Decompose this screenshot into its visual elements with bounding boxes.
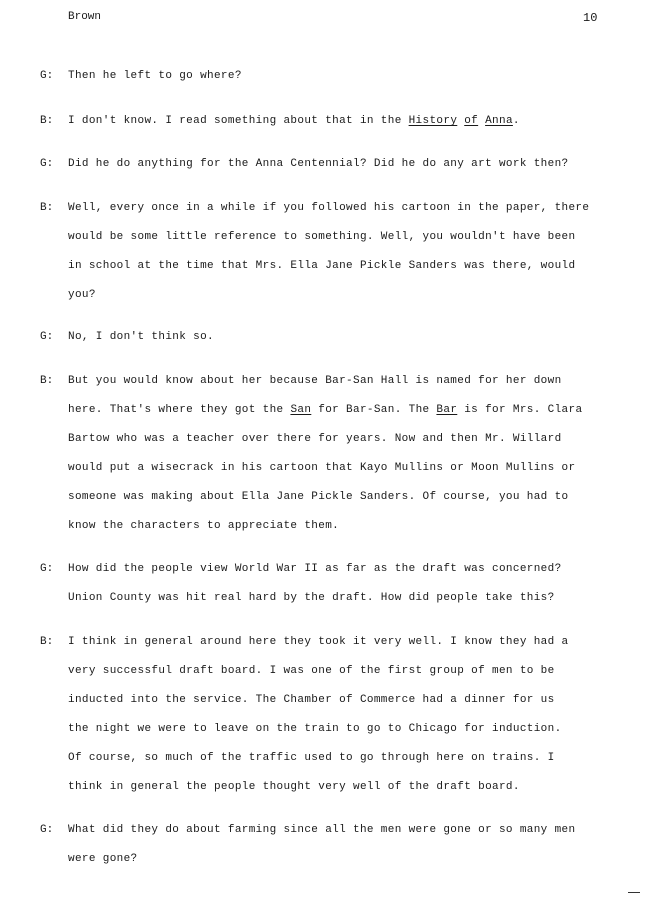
speaker-label: G: [40,158,54,170]
transcript-line: would be some little reference to something. Well, you wouldn't have been [68,231,576,243]
speaker-label: B: [40,202,54,214]
transcript-line: think in general the people thought very well of the draft board. [68,781,520,793]
transcript-line: in school at the time that Mrs. Ella Jane Pickle Sanders was there, would [68,260,576,272]
header-interviewee-name: Brown [68,11,102,23]
speaker-label: G: [40,331,54,343]
speaker-label: B: [40,115,54,127]
underlined-text: of [464,115,479,127]
transcript-line: Then he left to go where? [68,70,242,82]
underlined-text: Anna [485,115,513,127]
transcript-line: Of course, so much of the traffic used to go through here on trains. I [68,752,555,764]
speaker-label: G: [40,563,54,575]
corner-mark [628,892,640,893]
transcript-line: were gone? [68,853,138,865]
transcript-line: But you would know about her because Bar-San Hall is named for her down [68,375,562,387]
transcript-line: you? [68,289,96,301]
page-number: 10 [583,11,598,25]
speaker-label: B: [40,636,54,648]
transcript-line: Did he do anything for the Anna Centennial? Did he do any art work then? [68,158,569,170]
transcript-line: know the characters to appreciate them. [68,520,340,532]
transcript-line: I think in general around here they took it very well. I know they had a [68,636,569,648]
transcript-line: I don't know. I read something about that in the History of Anna. [68,115,520,127]
transcript-line: How did the people view World War II as far as the draft was concerned? [68,563,562,575]
transcript-line: would put a wisecrack in his cartoon that Kayo Mullins or Moon Mullins or [68,462,576,474]
transcript-line: What did they do about farming since all the men were gone or so many men [68,824,576,836]
transcript-line: the night we were to leave on the train to go to Chicago for induction. [68,723,562,735]
transcript-line: No, I don't think so. [68,331,214,343]
speaker-label: G: [40,70,54,82]
transcript-line: Union County was hit real hard by the draft. How did people take this? [68,592,555,604]
underlined-text: Bar [436,404,458,416]
transcript-line: here. That's where they got the San for Bar-San. The Bar is for Mrs. Clara [68,404,583,416]
transcript-line: very successful draft board. I was one of the first group of men to be [68,665,555,677]
speaker-label: B: [40,375,54,387]
transcript-line: inducted into the service. The Chamber of Commerce had a dinner for us [68,694,555,706]
speaker-label: G: [40,824,54,836]
underlined-text: San [290,404,312,416]
transcript-line: someone was making about Ella Jane Pickle Sanders. Of course, you had to [68,491,569,503]
transcript-line: Well, every once in a while if you followed his cartoon in the paper, there [68,202,590,214]
underlined-text: History [408,115,458,127]
transcript-line: Bartow who was a teacher over there for years. Now and then Mr. Willard [68,433,562,445]
